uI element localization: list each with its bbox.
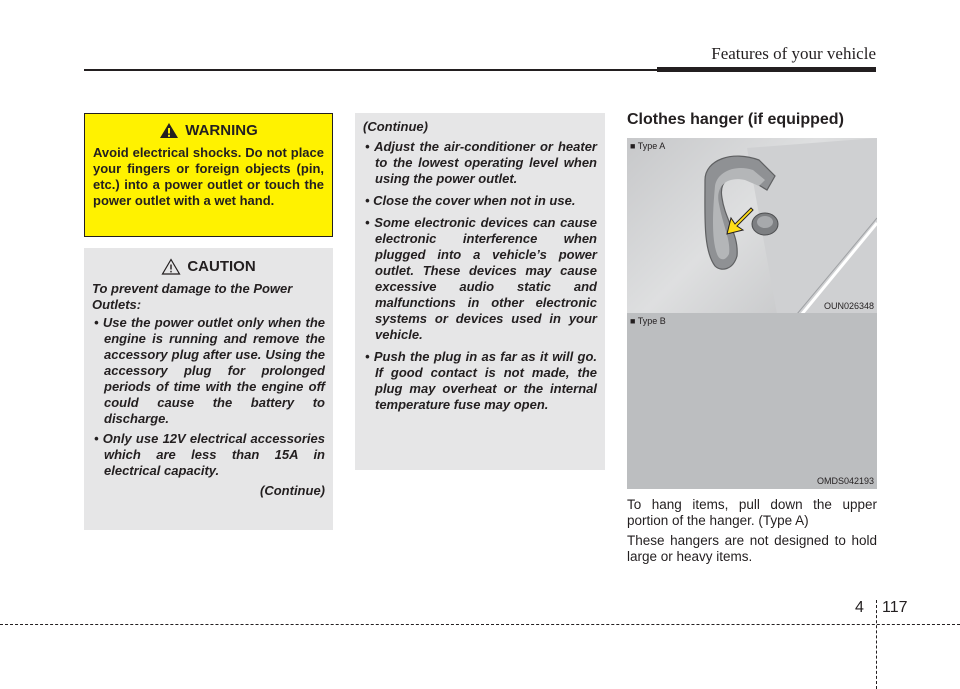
hanger-illustration — [627, 138, 877, 314]
warning-triangle-icon — [159, 122, 179, 139]
warning-box — [84, 113, 333, 237]
figure-b-label: ■ Type B — [630, 316, 666, 326]
caution-triangle-icon — [161, 258, 181, 275]
continued-item: • Close the cover when not in use. — [363, 193, 597, 209]
caution-heading — [92, 258, 325, 275]
caution-list — [92, 315, 325, 479]
figure-b-code: OMDS042193 — [816, 476, 874, 486]
figure-type-a — [627, 138, 877, 314]
warning-heading — [93, 122, 324, 139]
hanger-instruction: To hang items, pull down the upper portion of the hanger. (Type A) — [627, 497, 877, 528]
caution-item: • Use the power outlet only when the engine is running and remove the accessory plug after use. Using the accessory plug for prolonged periods of time with the engine off could cause the battery to discharge. — [92, 315, 325, 427]
caution-intro: To prevent damage to the Power Outlets: — [92, 281, 293, 312]
header-rule-accent — [657, 67, 876, 72]
warning-text: Avoid electrical shocks. Do not place your fingers or foreign objects (pin, etc.) into a power outlet or touch the power outlet with a wet hand. — [93, 145, 324, 208]
figure-a-code: OUN026348 — [823, 301, 874, 311]
hanger-note: These hangers are not designed to hold large or heavy items. — [627, 533, 877, 564]
caution-continued-box — [355, 113, 605, 470]
figure-a-label: ■ Type A — [630, 141, 666, 151]
continued-item: • Push the plug in as far as it will go. If good contact is not made, the plug may overheat or the internal temperature fuse may open. — [363, 349, 597, 413]
warning-heading-label: WARNING — [185, 122, 258, 139]
footer-divider — [876, 600, 878, 689]
page-number: 117 — [882, 599, 908, 616]
continued-item: • Adjust the air-conditioner or heater to the lowest operating level when using the power outlet. — [363, 139, 597, 187]
caution-item: • Only use 12V electrical accessories which are less than 15A in electrical capacity. — [92, 431, 325, 479]
caution-heading-label: CAUTION — [187, 258, 256, 275]
continued-item: • Some electronic devices can cause electronic interference when plugged into a vehicle’s power outlet. These devices may cause excessive audio static and malfunctions in other electronic systems or devices used in your vehicle. — [363, 215, 597, 343]
caution-box — [84, 248, 333, 530]
chapter-number: 4 — [855, 599, 864, 616]
continued-heading: (Continue) — [363, 119, 428, 134]
caution-continue-label: (Continue) — [260, 483, 325, 498]
section-title: Clothes hanger (if equipped) — [627, 111, 844, 128]
footer-rule — [0, 624, 960, 625]
continued-list — [363, 139, 597, 413]
figure-type-b — [627, 313, 877, 489]
page-header-title: Features of your vehicle — [711, 44, 876, 63]
